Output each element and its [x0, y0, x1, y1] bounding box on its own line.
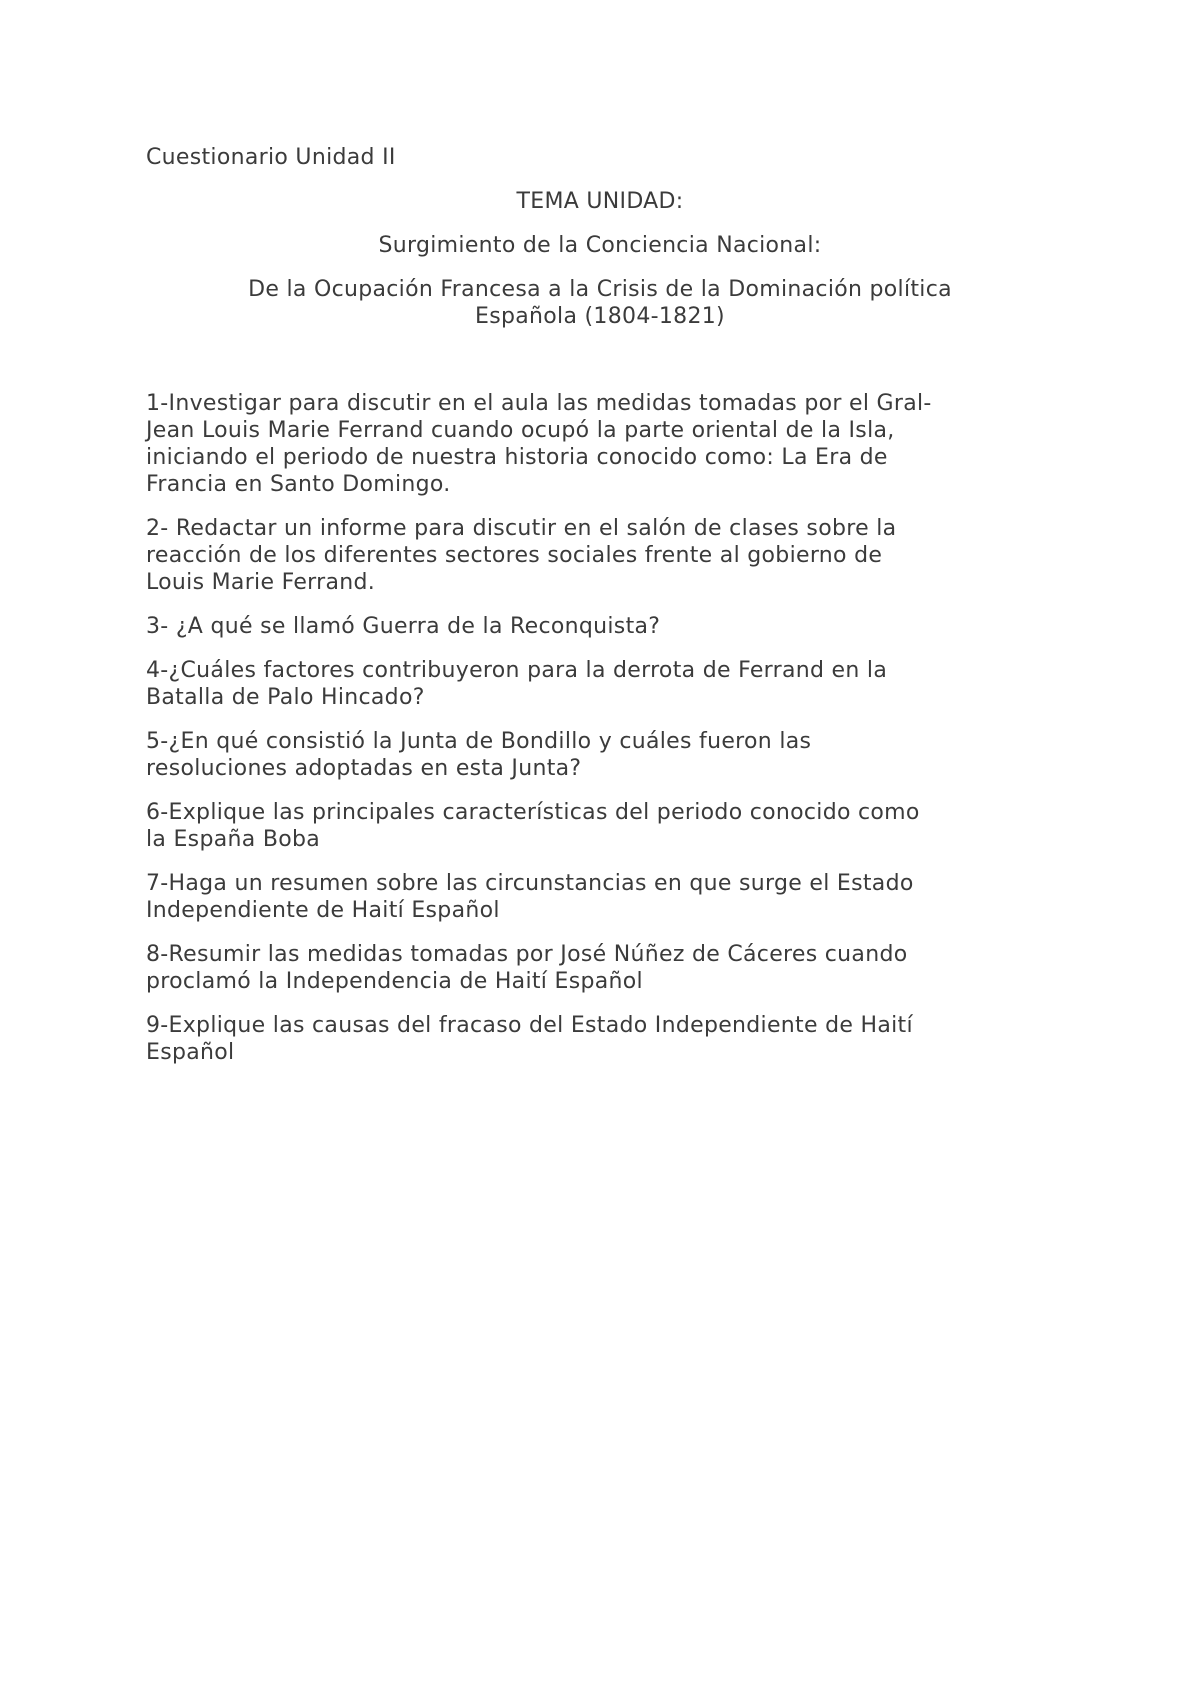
question-6 — [146, 799, 1076, 853]
question-list — [146, 390, 1076, 1083]
question-line: Francia en Santo Domingo. — [146, 472, 451, 497]
question-5 — [146, 728, 1076, 782]
question-line: 3- ¿A qué se llamó Guerra de la Reconquista? — [146, 614, 661, 639]
question-line: 5-¿En qué consistió la Junta de Bondillo y cuáles fueron las — [146, 729, 812, 754]
question-line: Independiente de Haití Español — [146, 898, 500, 923]
question-line: proclamó la Independencia de Haití Español — [146, 969, 643, 994]
question-line: la España Boba — [146, 827, 321, 852]
question-line: iniciando el periodo de nuestra historia conocido como: La Era de — [146, 445, 888, 470]
question-3 — [146, 613, 1076, 640]
question-7 — [146, 870, 1076, 924]
unit-subtitle-secondary — [146, 276, 1054, 330]
question-line: 1-Investigar para discutir en el aula las medidas tomadas por el Gral- — [146, 391, 932, 416]
question-line: 6-Explique las principales características del periodo conocido como — [146, 800, 920, 825]
question-line: 9-Explique las causas del fracaso del Estado Independiente de Haití — [146, 1013, 913, 1038]
question-8 — [146, 941, 1076, 995]
document-title: Cuestionario Unidad II — [146, 145, 396, 170]
question-line: 7-Haga un resumen sobre las circunstancias en que surge el Estado — [146, 871, 914, 896]
question-line: 4-¿Cuáles factores contribuyeron para la derrota de Ferrand en la — [146, 658, 888, 683]
question-line: Español — [146, 1040, 235, 1065]
question-line: 8-Resumir las medidas tomadas por José Núñez de Cáceres cuando — [146, 942, 908, 967]
question-9 — [146, 1012, 1076, 1066]
unit-subtitle — [146, 232, 1054, 259]
question-line: resoluciones adoptadas en esta Junta? — [146, 756, 582, 781]
unit-subtitle-text: Surgimiento de la Conciencia Nacional: — [378, 233, 822, 258]
question-line: Louis Marie Ferrand. — [146, 570, 376, 595]
question-1 — [146, 390, 1076, 498]
unit-heading-label-text: TEMA UNIDAD: — [516, 189, 684, 214]
unit-heading-label — [146, 188, 1054, 215]
unit-subtitle-secondary-line: De la Ocupación Francesa a la Crisis de la Dominación política — [248, 277, 952, 302]
question-2 — [146, 515, 1076, 596]
question-line: Jean Louis Marie Ferrand cuando ocupó la parte oriental de la Isla, — [146, 418, 895, 443]
question-line: Batalla de Palo Hincado? — [146, 685, 425, 710]
question-4 — [146, 657, 1076, 711]
unit-subtitle-secondary-line: Española (1804-1821) — [475, 304, 725, 329]
question-line: reacción de los diferentes sectores sociales frente al gobierno de — [146, 543, 883, 568]
question-line: 2- Redactar un informe para discutir en el salón de clases sobre la — [146, 516, 897, 541]
